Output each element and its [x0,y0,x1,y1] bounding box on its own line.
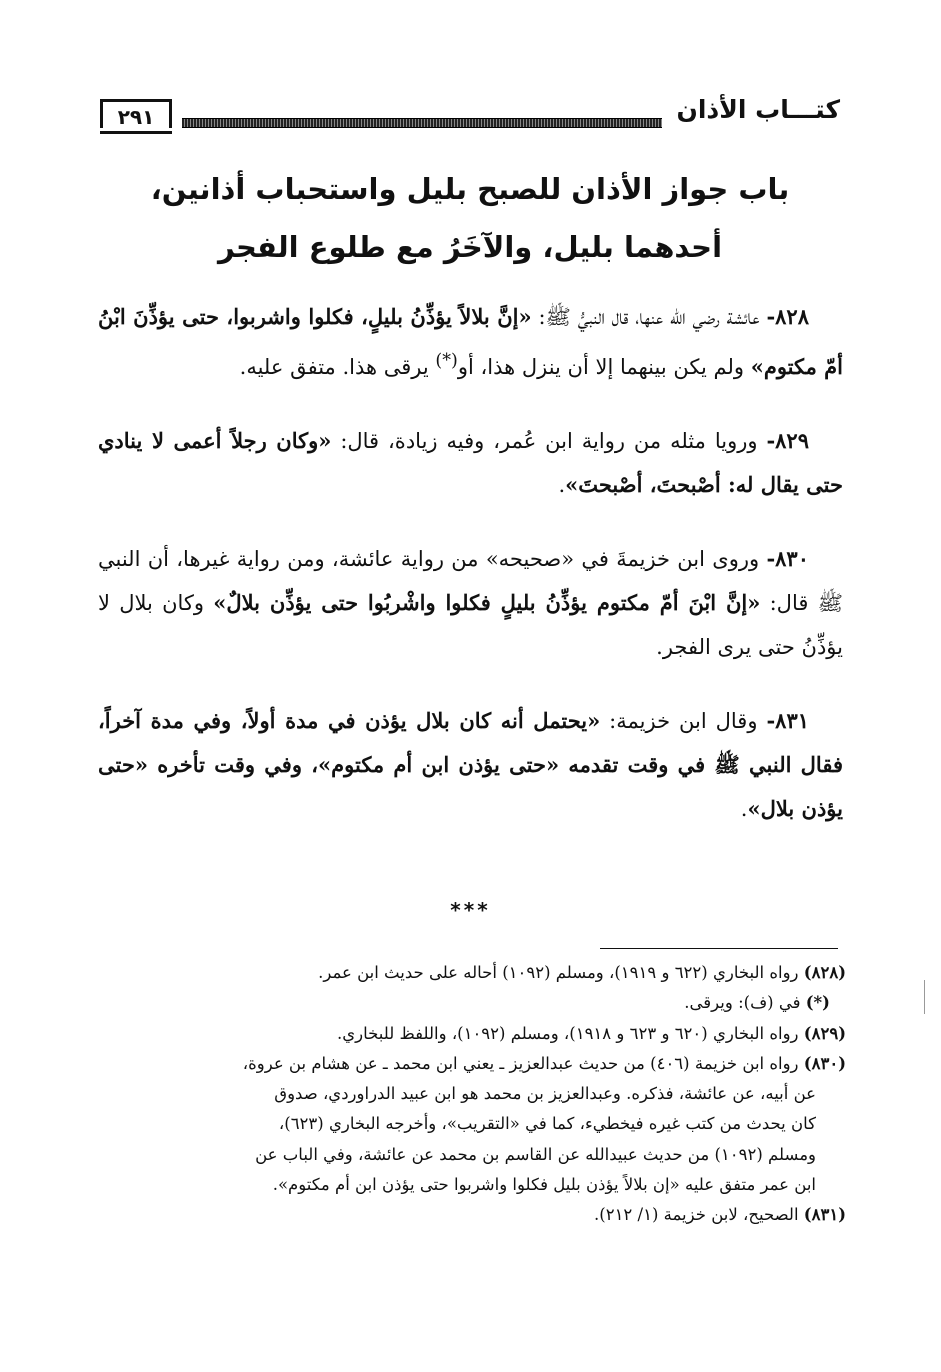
hadith-quote: «وكان رجلاً أعمى لا ينادي حتى يقال له: أصْبحتَ، أصْبحتَ» [98,428,843,497]
footnote-text: عن أبيه، عن عائشة، فذكره. وعبدالعزيز بن محمد هو ابن عبيد الدراوردي، صدوق [274,1084,816,1104]
chapter-running-title: كتـــاب الأذان [676,95,840,124]
scan-margin-mark [924,980,925,1014]
footnotes [98,958,846,1231]
hadith-intro: ورويا مثله من رواية ابن عُمر، وفيه زيادة، قال: [331,429,767,453]
chapter-heading [100,160,840,276]
hadith-intro: عائشة رضي الله عنها، قال النبيُّ ﷺ: [531,305,767,329]
footnote-id: (٨٢٩) [803,1023,846,1043]
footnote-831 [98,1200,846,1230]
hadith-quote: «إنَّ ابْنَ أمّ مكتوم يؤذِّنُ بليلٍ فكلوا واشْربُوا حتى يؤذِّن بلالٌ» [213,590,761,615]
hadith-830 [98,537,843,669]
footnote-id: (٨٢٨) [803,963,846,982]
hadith-tail: يرقى هذا. متفق عليه. [239,355,436,379]
hadith-number: ٨٢٩- [766,428,809,453]
hadith-rest: . [558,473,566,497]
hadith-list [98,295,843,861]
hadith-quote: «يحتمل أنه كان بلال يؤذن في مدة أولاً، وفي مدة آخراً، فقال النبي ﷺ في وقت تقدمه «حتى يؤذن ابن أم مكتوم»، وفي وقت تأخره «حتى يؤذن بلال» [98,708,843,821]
chapter-heading-line-2: أحدهما بليل، والآخَرُ مع طلوع الفجر [217,230,723,264]
hadith-rest: . [740,797,748,821]
footnote-star [98,988,846,1018]
header-rule [182,118,662,128]
section-separator: *** [450,898,491,922]
footnote-text: رواه ابن خزيمة (٤٠٦) من حديث عبدالعزيز ـ يعني ابن محمد ـ عن هشام بن عروة، [242,1053,799,1073]
footnote-id: (*) [805,993,830,1013]
running-header [100,82,840,134]
hadith-829 [98,419,843,507]
page-number: ٢٩١ [100,99,172,128]
footnote-text: ابن عمر متفق عليه «إن بلالاً يؤذن بليل فكلوا واشربوا حتى يؤذن ابن أم مكتوم». [272,1175,816,1195]
footnote-rule [600,948,838,949]
footnote-id: (٨٣٠) [803,1053,846,1073]
hadith-intro: وروى ابن خزيمةَ في «صحيحه» من رواية عائشة، ومن رواية غيرها، أن النبي ﷺ قال: [98,547,843,615]
hadith-number: ٨٢٨- [766,304,809,329]
footnote-text: رواه البخاري (٦٢٢ و ١٩١٩)، ومسلم (١٠٩٢) أحاله على حديث ابن عمر. [318,963,799,982]
hadith-intro: وقال ابن خزيمة: [600,709,767,733]
footnote-text: الصحيح، لابن خزيمة (١/ ٢١٢). [594,1205,799,1225]
hadith-quote: «إنَّ بلالاً يؤذِّنُ بليلٍ، فكلوا واشربوا، حتى يؤذِّنَ ابْنُ أمّ مكتوم» [98,304,843,379]
footnote-marker[interactable]: (*) [435,351,458,371]
footnote-830 [98,1049,846,1200]
hadith-number: ٨٣١- [766,708,810,733]
hadith-831 [98,699,843,831]
hadith-828 [98,295,843,389]
footnote-text: رواه البخاري (٦٢٠ و ٦٢٣ و ١٩١٨)، ومسلم (١٠٩٢)، واللفظ للبخاري. [337,1023,799,1043]
hadith-rest: ولم يكن بينهما إلا أن ينزل هذا، أو [457,355,751,379]
chapter-heading-line-1: باب جواز الأذان للصبح بليل واستحباب أذانين، [150,172,790,206]
footnote-828 [98,958,846,988]
hadith-rest: وكان بلال لا يؤذِّنُ حتى يرى الفجر. [98,591,843,659]
hadith-number: ٨٣٠- [766,546,809,571]
footnote-text: كان يحدث من كتب غيره فيخطيء، كما في «التقريب»، وأخرجه البخاري (٦٢٣)، [278,1114,816,1134]
footnote-text: في (ف): ويرقى. [684,993,801,1013]
footnote-id: (٨٣١) [803,1205,846,1225]
footnote-829 [98,1019,846,1049]
footnote-text: ومسلم (١٠٩٢) من حديث عبيدالله عن القاسم بن محمد عن عائشة، وفي الباب عن [255,1144,816,1164]
